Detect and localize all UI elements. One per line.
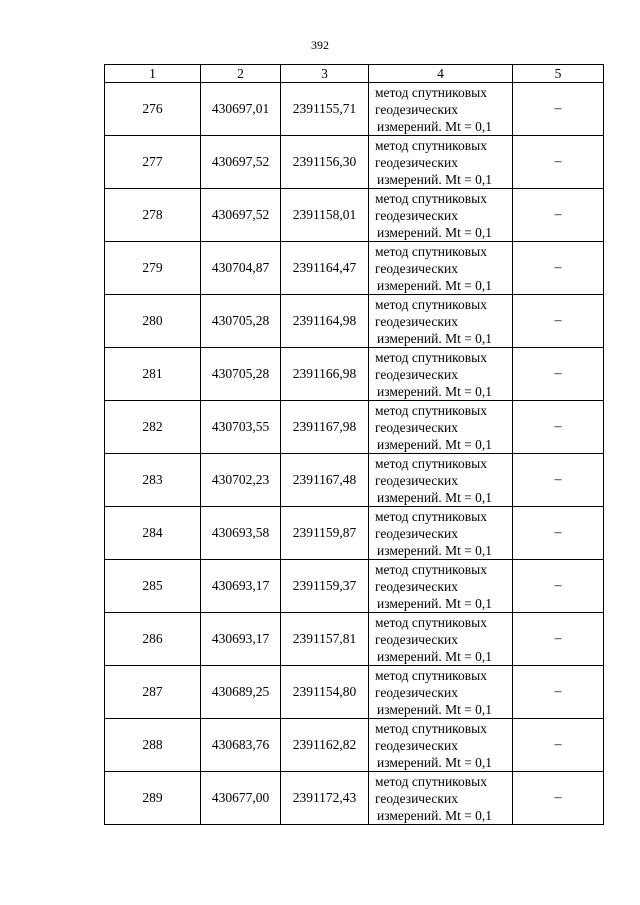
method-line-1: метод спутниковых bbox=[375, 773, 487, 789]
method-line-2: геодезических bbox=[375, 419, 458, 435]
x-coordinate-cell: 430705,28 bbox=[201, 348, 281, 401]
method-cell bbox=[369, 507, 513, 560]
method-line-1: метод спутниковых bbox=[375, 614, 487, 630]
table-row bbox=[105, 772, 604, 825]
method-cell bbox=[369, 242, 513, 295]
method-line-2: геодезических bbox=[375, 260, 458, 276]
page-number: 392 bbox=[311, 38, 329, 52]
y-coordinate-cell: 2391159,37 bbox=[281, 560, 369, 613]
point-number-cell: 280 bbox=[105, 295, 201, 348]
method-line-3: измерений. Mt = 0,1 bbox=[377, 807, 493, 823]
header-col-4: 4 bbox=[369, 65, 513, 83]
table-row bbox=[105, 348, 604, 401]
point-number-cell: 288 bbox=[105, 719, 201, 772]
method-line-1: метод спутниковых bbox=[375, 243, 487, 259]
table-row bbox=[105, 242, 604, 295]
method-line-3: измерений. Mt = 0,1 bbox=[377, 754, 493, 770]
method-line-3: измерений. Mt = 0,1 bbox=[377, 383, 493, 399]
column-5-cell: – bbox=[513, 666, 604, 719]
method-line-3: измерений. Mt = 0,1 bbox=[377, 224, 493, 240]
method-line-1: метод спутниковых bbox=[375, 720, 487, 736]
y-coordinate-cell: 2391158,01 bbox=[281, 189, 369, 242]
y-coordinate-cell: 2391167,98 bbox=[281, 401, 369, 454]
x-coordinate-cell: 430705,28 bbox=[201, 295, 281, 348]
x-coordinate-cell: 430693,17 bbox=[201, 560, 281, 613]
x-coordinate-cell: 430702,23 bbox=[201, 454, 281, 507]
y-coordinate-cell: 2391155,71 bbox=[281, 83, 369, 136]
method-cell bbox=[369, 83, 513, 136]
point-number-cell: 286 bbox=[105, 613, 201, 666]
method-line-2: геодезических bbox=[375, 207, 458, 223]
table-row bbox=[105, 560, 604, 613]
x-coordinate-cell: 430693,58 bbox=[201, 507, 281, 560]
coordinates-table bbox=[104, 64, 604, 825]
method-line-3: измерений. Mt = 0,1 bbox=[377, 436, 493, 452]
method-line-2: геодезических bbox=[375, 313, 458, 329]
y-coordinate-cell: 2391154,80 bbox=[281, 666, 369, 719]
point-number-cell: 283 bbox=[105, 454, 201, 507]
method-line-1: метод спутниковых bbox=[375, 561, 487, 577]
method-line-3: измерений. Mt = 0,1 bbox=[377, 118, 493, 134]
point-number-cell: 287 bbox=[105, 666, 201, 719]
method-cell bbox=[369, 719, 513, 772]
method-line-1: метод спутниковых bbox=[375, 137, 487, 153]
method-cell bbox=[369, 136, 513, 189]
x-coordinate-cell: 430683,76 bbox=[201, 719, 281, 772]
y-coordinate-cell: 2391159,87 bbox=[281, 507, 369, 560]
header-col-3: 3 bbox=[281, 65, 369, 83]
method-line-2: геодезических bbox=[375, 154, 458, 170]
method-line-1: метод спутниковых bbox=[375, 84, 487, 100]
method-line-1: метод спутниковых bbox=[375, 667, 487, 683]
method-cell bbox=[369, 772, 513, 825]
table-row bbox=[105, 295, 604, 348]
point-number-cell: 289 bbox=[105, 772, 201, 825]
point-number-cell: 276 bbox=[105, 83, 201, 136]
point-number-cell: 279 bbox=[105, 242, 201, 295]
method-line-3: измерений. Mt = 0,1 bbox=[377, 171, 493, 187]
y-coordinate-cell: 2391157,81 bbox=[281, 613, 369, 666]
y-coordinate-cell: 2391164,47 bbox=[281, 242, 369, 295]
column-5-cell: – bbox=[513, 295, 604, 348]
method-line-3: измерений. Mt = 0,1 bbox=[377, 701, 493, 717]
table-row bbox=[105, 613, 604, 666]
method-line-2: геодезических bbox=[375, 684, 458, 700]
column-5-cell: – bbox=[513, 613, 604, 666]
table-row bbox=[105, 83, 604, 136]
x-coordinate-cell: 430697,52 bbox=[201, 136, 281, 189]
y-coordinate-cell: 2391172,43 bbox=[281, 772, 369, 825]
point-number-cell: 277 bbox=[105, 136, 201, 189]
method-line-2: геодезических bbox=[375, 578, 458, 594]
method-line-1: метод спутниковых bbox=[375, 190, 487, 206]
point-number-cell: 281 bbox=[105, 348, 201, 401]
method-line-2: геодезических bbox=[375, 525, 458, 541]
point-number-cell: 278 bbox=[105, 189, 201, 242]
x-coordinate-cell: 430693,17 bbox=[201, 613, 281, 666]
method-line-2: геодезических bbox=[375, 737, 458, 753]
point-number-cell: 285 bbox=[105, 560, 201, 613]
column-5-cell: – bbox=[513, 83, 604, 136]
header-col-2: 2 bbox=[201, 65, 281, 83]
method-line-2: геодезических bbox=[375, 631, 458, 647]
method-line-3: измерений. Mt = 0,1 bbox=[377, 330, 493, 346]
table-row bbox=[105, 507, 604, 560]
table-row bbox=[105, 719, 604, 772]
column-5-cell: – bbox=[513, 560, 604, 613]
column-5-cell: – bbox=[513, 401, 604, 454]
method-line-1: метод спутниковых bbox=[375, 349, 487, 365]
x-coordinate-cell: 430689,25 bbox=[201, 666, 281, 719]
column-5-cell: – bbox=[513, 242, 604, 295]
method-line-1: метод спутниковых bbox=[375, 455, 487, 471]
y-coordinate-cell: 2391156,30 bbox=[281, 136, 369, 189]
point-number-cell: 282 bbox=[105, 401, 201, 454]
x-coordinate-cell: 430703,55 bbox=[201, 401, 281, 454]
method-line-1: метод спутниковых bbox=[375, 296, 487, 312]
method-line-3: измерений. Mt = 0,1 bbox=[377, 542, 493, 558]
table-row bbox=[105, 189, 604, 242]
method-line-2: геодезических bbox=[375, 790, 458, 806]
column-5-cell: – bbox=[513, 454, 604, 507]
column-5-cell: – bbox=[513, 772, 604, 825]
table-row bbox=[105, 136, 604, 189]
method-line-1: метод спутниковых bbox=[375, 508, 487, 524]
table-body bbox=[105, 83, 604, 825]
x-coordinate-cell: 430697,01 bbox=[201, 83, 281, 136]
table-row bbox=[105, 666, 604, 719]
header-row bbox=[105, 65, 604, 83]
column-5-cell: – bbox=[513, 719, 604, 772]
method-cell bbox=[369, 666, 513, 719]
x-coordinate-cell: 430704,87 bbox=[201, 242, 281, 295]
y-coordinate-cell: 2391166,98 bbox=[281, 348, 369, 401]
column-5-cell: – bbox=[513, 136, 604, 189]
column-5-cell: – bbox=[513, 189, 604, 242]
method-cell bbox=[369, 295, 513, 348]
method-line-3: измерений. Mt = 0,1 bbox=[377, 277, 493, 293]
table-row bbox=[105, 454, 604, 507]
point-number-cell: 284 bbox=[105, 507, 201, 560]
method-line-3: измерений. Mt = 0,1 bbox=[377, 595, 493, 611]
method-line-3: измерений. Mt = 0,1 bbox=[377, 489, 493, 505]
method-line-3: измерений. Mt = 0,1 bbox=[377, 648, 493, 664]
method-line-2: геодезических bbox=[375, 101, 458, 117]
column-5-cell: – bbox=[513, 507, 604, 560]
method-cell bbox=[369, 454, 513, 507]
method-cell bbox=[369, 401, 513, 454]
table-header bbox=[105, 65, 604, 83]
method-cell bbox=[369, 613, 513, 666]
y-coordinate-cell: 2391162,82 bbox=[281, 719, 369, 772]
method-line-2: геодезических bbox=[375, 472, 458, 488]
y-coordinate-cell: 2391167,48 bbox=[281, 454, 369, 507]
method-cell bbox=[369, 348, 513, 401]
method-line-2: геодезических bbox=[375, 366, 458, 382]
x-coordinate-cell: 430697,52 bbox=[201, 189, 281, 242]
method-line-1: метод спутниковых bbox=[375, 402, 487, 418]
header-col-5: 5 bbox=[513, 65, 604, 83]
x-coordinate-cell: 430677,00 bbox=[201, 772, 281, 825]
column-5-cell: – bbox=[513, 348, 604, 401]
method-cell bbox=[369, 189, 513, 242]
y-coordinate-cell: 2391164,98 bbox=[281, 295, 369, 348]
header-col-1: 1 bbox=[105, 65, 201, 83]
method-cell bbox=[369, 560, 513, 613]
table-row bbox=[105, 401, 604, 454]
